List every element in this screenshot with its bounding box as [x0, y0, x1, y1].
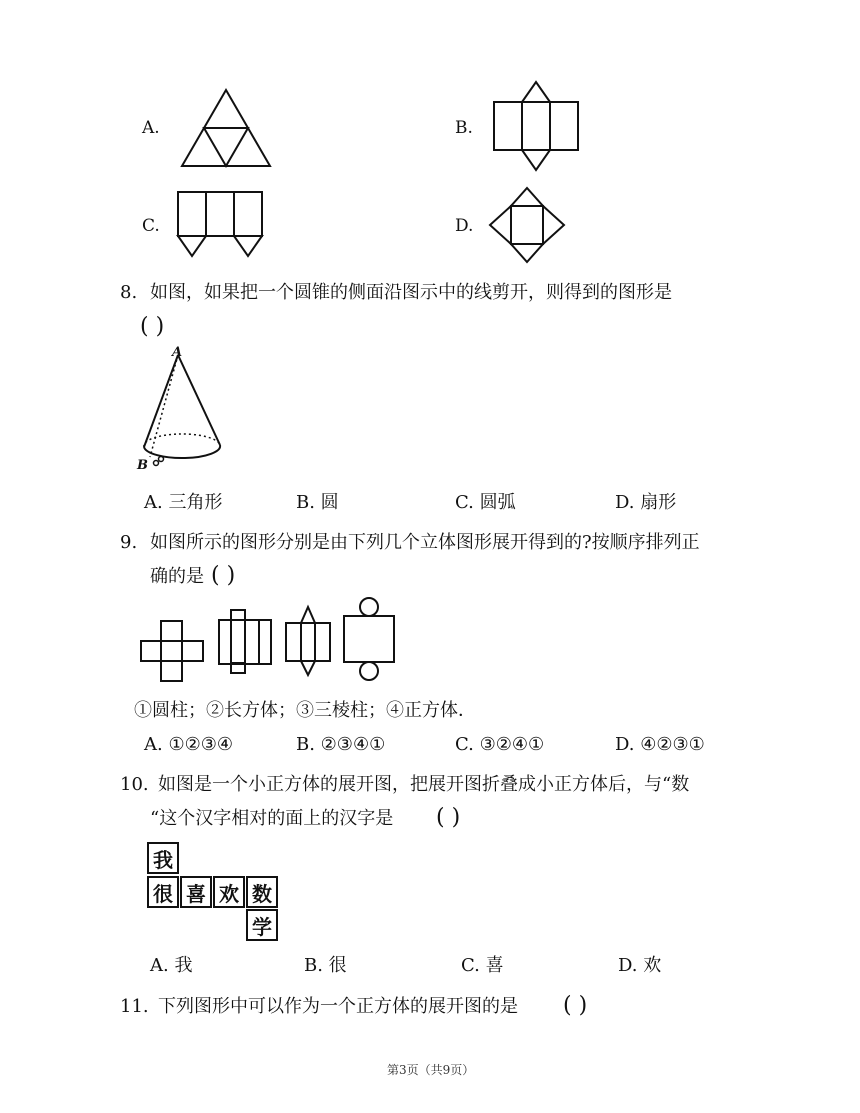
q9-net-figure-2-cuboid-lower — [231, 663, 247, 675]
q9-net-figure-1-cube — [139, 618, 205, 664]
net-face-row-2: 喜 — [180, 876, 212, 908]
q9-option-d[interactable]: D. ④②③① — [615, 734, 705, 755]
q10-option-d[interactable]: D. 欢 — [618, 955, 662, 976]
q9-option-a[interactable]: A. ①②③④ — [144, 734, 233, 755]
q10-option-b[interactable]: B. 很 — [304, 955, 347, 976]
q9-option-c[interactable]: C. ③②④① — [455, 734, 545, 755]
q7-option-c-figure — [176, 190, 266, 260]
q7-option-b-label: B. — [455, 118, 473, 138]
net-face-row-3: 欢 — [213, 876, 245, 908]
q10-question-line1: 如图是一个小正方体的展开图，把展开图折叠成小正方体后，与“数 — [158, 774, 690, 795]
q10-number: 10. — [120, 774, 149, 795]
q9-net-figure-4-cylinder — [342, 596, 396, 682]
q8-option-a[interactable]: A. 三角形 — [144, 492, 223, 513]
net-face-top: 我 — [147, 842, 179, 874]
q7-option-d-figure — [488, 186, 566, 266]
q9-net-figure-2-cuboid — [217, 608, 273, 668]
q8-question-text: 如图，如果把一个圆锥的侧面沿图示中的线剪开，则得到的图形是 — [150, 282, 672, 303]
q8-option-d[interactable]: D. 扇形 — [615, 492, 677, 513]
q10-question-line2: “这个汉字相对的面上的汉字是 — [150, 808, 394, 829]
q11-number: 11. — [120, 996, 149, 1017]
q7-option-b-figure — [492, 80, 580, 172]
q9-question-line2: 确的是 — [150, 566, 204, 587]
q8-answer-blank[interactable]: ( ) — [140, 314, 165, 339]
q9-net-figure-1-cube-lower — [161, 661, 183, 683]
q7-option-a-figure — [180, 88, 272, 168]
q8-option-b[interactable]: B. 圆 — [296, 492, 339, 513]
q11-answer-blank[interactable]: ( ) — [563, 993, 588, 1018]
q7-option-c-label: C. — [142, 216, 160, 236]
net-face-row-1: 很 — [147, 876, 179, 908]
q7-option-d-label: D. — [455, 216, 474, 236]
q10-answer-blank[interactable]: ( ) — [436, 805, 461, 830]
q9-question-line1: 如图所示的图形分别是由下列几个立体图形展开得到的?按顺序排列正 — [150, 532, 700, 553]
q8-number: 8. — [120, 282, 138, 303]
q8-cone-figure — [136, 345, 228, 477]
q9-answer-blank[interactable]: ( ) — [211, 563, 236, 588]
cone-apex-label: A — [172, 345, 183, 360]
q11-question-text: 下列图形中可以作为一个正方体的展开图的是 — [158, 996, 518, 1017]
net-face-row-4: 数 — [246, 876, 278, 908]
page-footer: 第3页（共9页） — [387, 1063, 475, 1077]
cone-base-label: B — [137, 458, 148, 473]
net-face-bottom: 学 — [246, 909, 278, 941]
q10-option-c[interactable]: C. 喜 — [461, 955, 504, 976]
q9-option-b[interactable]: B. ②③④① — [296, 734, 386, 755]
q9-legend: ①圆柱；②长方体；③三棱柱；④正方体． — [134, 700, 476, 721]
q10-option-a[interactable]: A. 我 — [150, 955, 193, 976]
q8-option-c[interactable]: C. 圆弧 — [455, 492, 516, 513]
q7-option-a-label: A. — [142, 118, 160, 138]
q9-net-figure-3-prism — [284, 605, 334, 677]
q9-number: 9. — [120, 532, 138, 553]
